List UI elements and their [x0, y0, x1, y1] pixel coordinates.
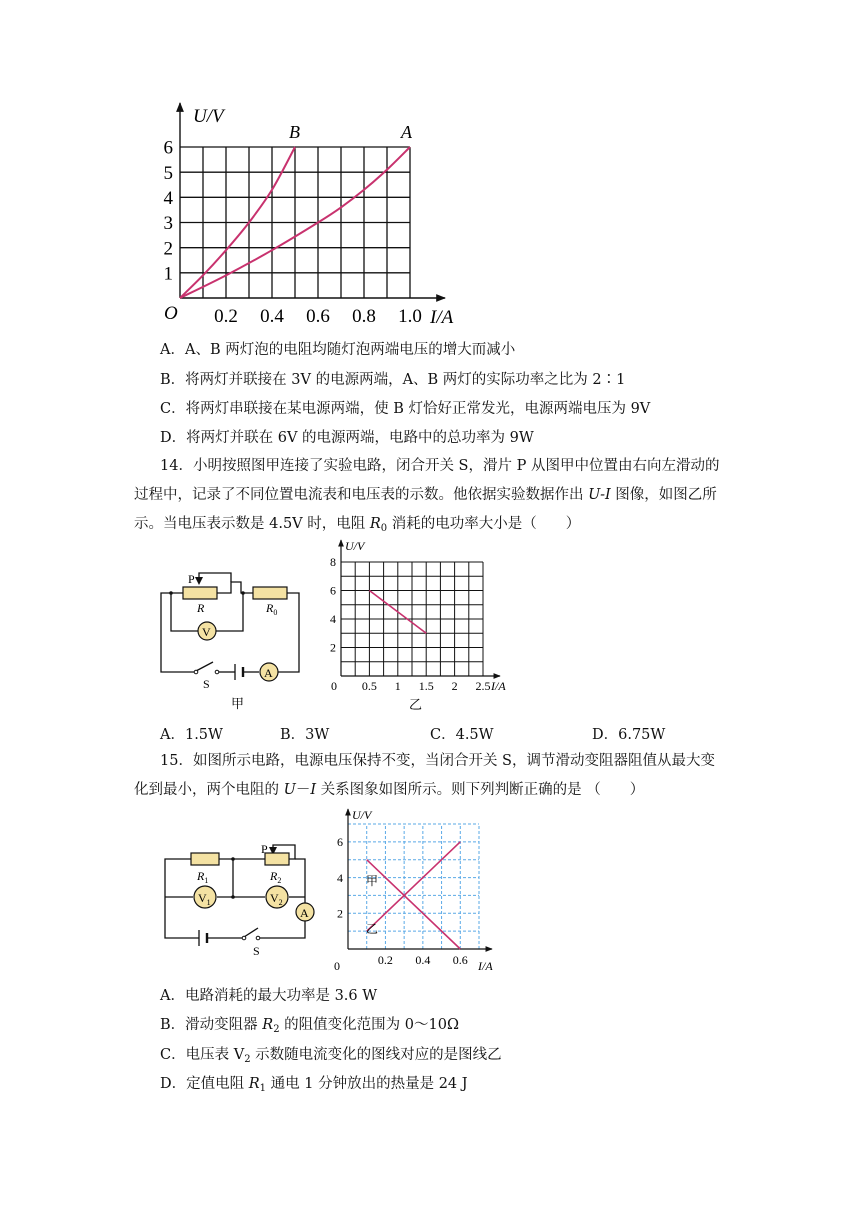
q15-y-label: U/V [352, 808, 372, 822]
q15-y-tick-label: 4 [337, 870, 343, 885]
q15-series-line-1 [367, 842, 461, 931]
q15-resistor-r2 [265, 853, 289, 865]
q14-resistor-r [183, 587, 217, 599]
q13-x-label: I/A [430, 307, 454, 328]
q13-y-tick-label: 4 [163, 187, 173, 209]
q14-option-c: C．4.5W [430, 727, 494, 743]
q13-y-tick-label: 3 [163, 213, 173, 235]
q13-x-tick-label: 1.0 [398, 306, 422, 327]
q13-y-tick-label: 2 [163, 238, 173, 260]
svg-text:A: A [264, 666, 273, 680]
q13-x-tick-label: 0.4 [260, 306, 284, 327]
q14-circuit-diagram [155, 565, 315, 715]
q15-option-c: C．电压表 $V_2$ 示数随电流变化的图线对应的是图线乙 [160, 1047, 502, 1065]
svg-text:R2: $R_2$ [270, 869, 282, 885]
q14-x-label: I/A [491, 679, 506, 693]
q15-origin: 0 [334, 959, 340, 973]
q14-y-tick-label: 8 [330, 555, 336, 570]
q14-y-label: U/V [345, 539, 365, 553]
q14-y-tick-label: 6 [330, 583, 336, 598]
q15-stem-line2: 化到最小，两个电阻的 U－I 关系图象如图所示。则下列判断正确的是 （ ） [134, 782, 645, 798]
q15-x-tick-label: 0.2 [377, 953, 393, 967]
q14-y-tick-label: 2 [330, 640, 336, 655]
svg-text:P: P [188, 572, 195, 586]
q14-x-tick-label: 0.5 [361, 679, 377, 693]
q14-origin: 0 [331, 679, 337, 693]
q15-series-line-0 [367, 860, 461, 949]
svg-text:V1: $V_1$ [198, 891, 211, 907]
q14-stem-line1: 14．小明按照图甲连接了实验电路，闭合开关 S，滑片 P 从图甲中位置由右向左滑动的 [160, 458, 720, 474]
q15-series-label-jia: 甲 [366, 874, 379, 888]
q13-x-tick-label: 0.6 [306, 306, 330, 327]
q15-ui-chart [330, 805, 510, 980]
q13-y-tick-label: 1 [163, 263, 173, 285]
svg-text:R: R [197, 601, 205, 615]
q13-option-c: C．将两灯串联接在某电源两端，使 B 灯恰好正常发光，电源两端电压为 9V [160, 401, 651, 417]
q13-grid [180, 147, 410, 298]
q13-x-tick-label: 0.2 [214, 306, 238, 327]
q15-y-tick-label: 2 [337, 906, 343, 921]
svg-text:V: V [202, 625, 211, 639]
q13-x-tick-label: 0.8 [352, 306, 376, 327]
svg-text:A: A [300, 906, 309, 920]
svg-text:V2: $V_2$ [270, 891, 283, 907]
q14-x-tick-label: 2 [451, 679, 458, 693]
q14-resistor-r0 [253, 587, 287, 599]
q13-ua-chart [155, 95, 475, 330]
q15-x-tick-label: 0.6 [452, 953, 468, 967]
q15-y-tick-label: 6 [337, 835, 343, 850]
q13-series-label-b: B [289, 122, 300, 142]
q15-option-a: A．电路消耗的最大功率是 3.6 W [160, 988, 378, 1004]
q14-x-tick-label: 1 [394, 679, 401, 693]
q15-option-b: B．滑动变阻器 $R_2$ 的阻值变化范围为 0～10Ω [160, 1017, 459, 1035]
q15-resistor-r1 [191, 853, 219, 865]
q15-circuit-diagram [155, 835, 325, 960]
q13-series-label-a: A [401, 122, 412, 142]
q13-option-d: D．将两灯并联在 6V 的电源两端，电路中的总功率为 9W [160, 430, 534, 446]
q13-y-label: U/V [193, 106, 224, 127]
q14-x-tick-label: 2.5 [475, 679, 491, 693]
q13-option-a: A．A、B 两灯泡的电阻均随灯泡两端电压的增大而减小 [160, 342, 516, 358]
svg-text:P: P [261, 842, 268, 856]
q14-chart-caption: 乙 [409, 697, 423, 712]
q15-option-d: D．定值电阻 $R_1$ 通电 1 分钟放出的热量是 24 J [160, 1076, 468, 1094]
q15-x-tick-label: 0.4 [415, 953, 431, 967]
q14-y-tick-label: 4 [330, 612, 336, 627]
q14-stem-line2: 过程中，记录了不同位置电流表和电压表的示数。他依据实验数据作出 U-I 图像，如图乙所 [134, 487, 717, 503]
q14-option-b: B．3W [280, 727, 330, 743]
q14-grid [341, 562, 483, 676]
q14-ui-chart [325, 537, 525, 717]
q13-origin: O [164, 303, 178, 324]
svg-text:R1: $R_1$ [197, 869, 209, 885]
svg-text:S: S [203, 677, 210, 691]
q14-slider-arrow [195, 577, 203, 585]
q14-circuit-caption: 甲 [231, 696, 245, 711]
q15-stem-line1: 15．如图所示电路，电源电压保持不变，当闭合开关 S，调节滑动变阻器阻值从最大变 [160, 753, 715, 769]
q14-option-d: D．6.75W [592, 727, 666, 743]
svg-text:S: S [253, 944, 260, 958]
q15-x-label: I/A [478, 959, 493, 973]
q14-x-tick-label: 1.5 [418, 679, 434, 693]
q13-y-tick-label: 6 [163, 137, 173, 159]
q13-y-tick-label: 5 [163, 162, 173, 184]
q14-stem-line3: 示。当电压表示数是 4.5V 时，电阻 $R_0$ 消耗的电功率大小是（ ） [134, 516, 581, 534]
q13-option-b: B．将两灯并联接在 3V 的电源两端，A、B 两灯的实际功率之比为 2∶1 [160, 372, 626, 388]
q14-option-a: A．1.5W [160, 727, 223, 743]
svg-text:R0: $R_0$ [266, 601, 278, 617]
q15-series-label-yi: 乙 [366, 922, 379, 936]
